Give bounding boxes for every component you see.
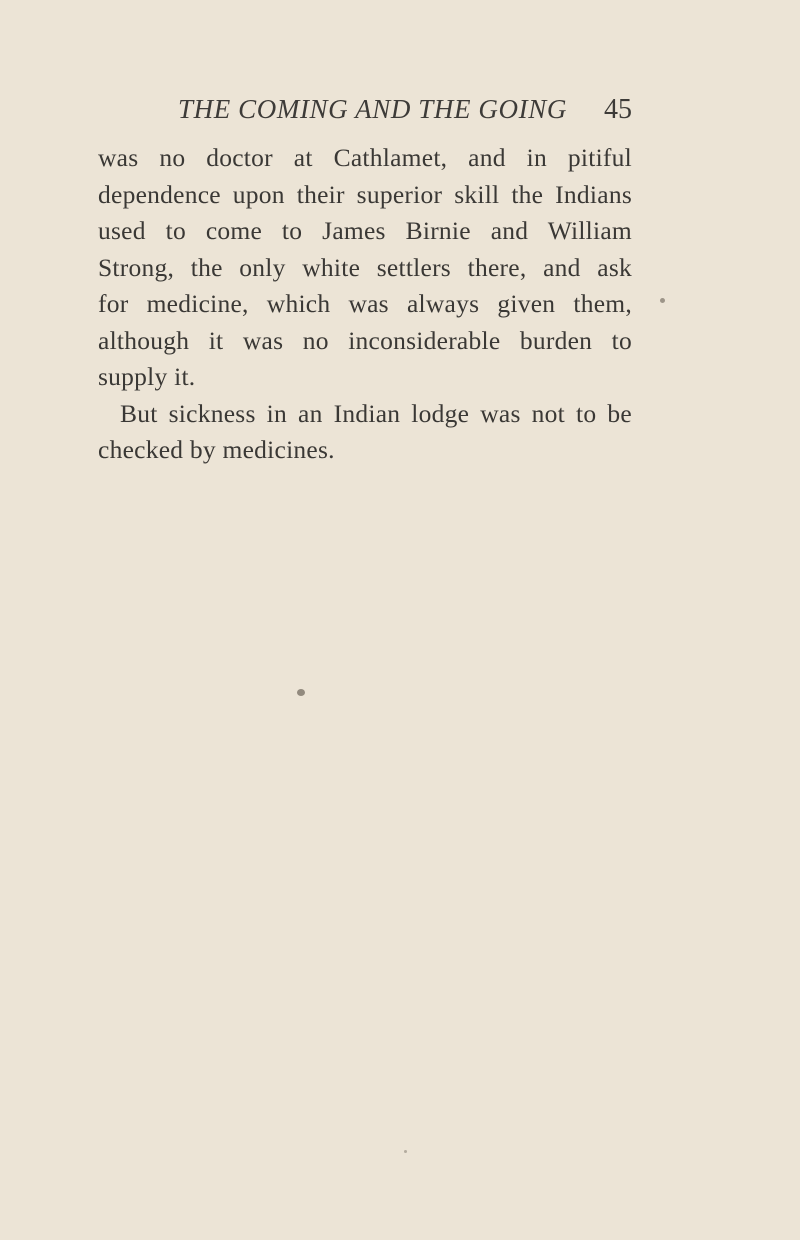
text-line: for medicine, which was always given them, <box>98 289 632 318</box>
text-line: dependence upon their superior skill the Indians <box>98 179 632 209</box>
text-line: used to come to James Birnie and William <box>98 216 632 245</box>
running-title: THE COMING AND THE GOING <box>178 94 567 124</box>
paper-speck <box>297 689 305 696</box>
running-head <box>178 94 632 134</box>
text-line: Strong, the only white settlers there, and ask <box>98 252 632 282</box>
text-line: checked by medicines. <box>98 435 335 464</box>
text-line: was no doctor at Cathlamet, and in pitiful <box>98 143 632 172</box>
text-line: But sickness in an Indian lodge was not to be <box>120 398 632 428</box>
text-line: although it was no inconsiderable burden to <box>98 325 632 355</box>
paper-speck <box>404 1150 407 1153</box>
page-number: 45 <box>604 94 632 125</box>
body-text <box>98 140 632 469</box>
paper-speck <box>660 298 665 303</box>
text-line: supply it. <box>98 362 196 391</box>
